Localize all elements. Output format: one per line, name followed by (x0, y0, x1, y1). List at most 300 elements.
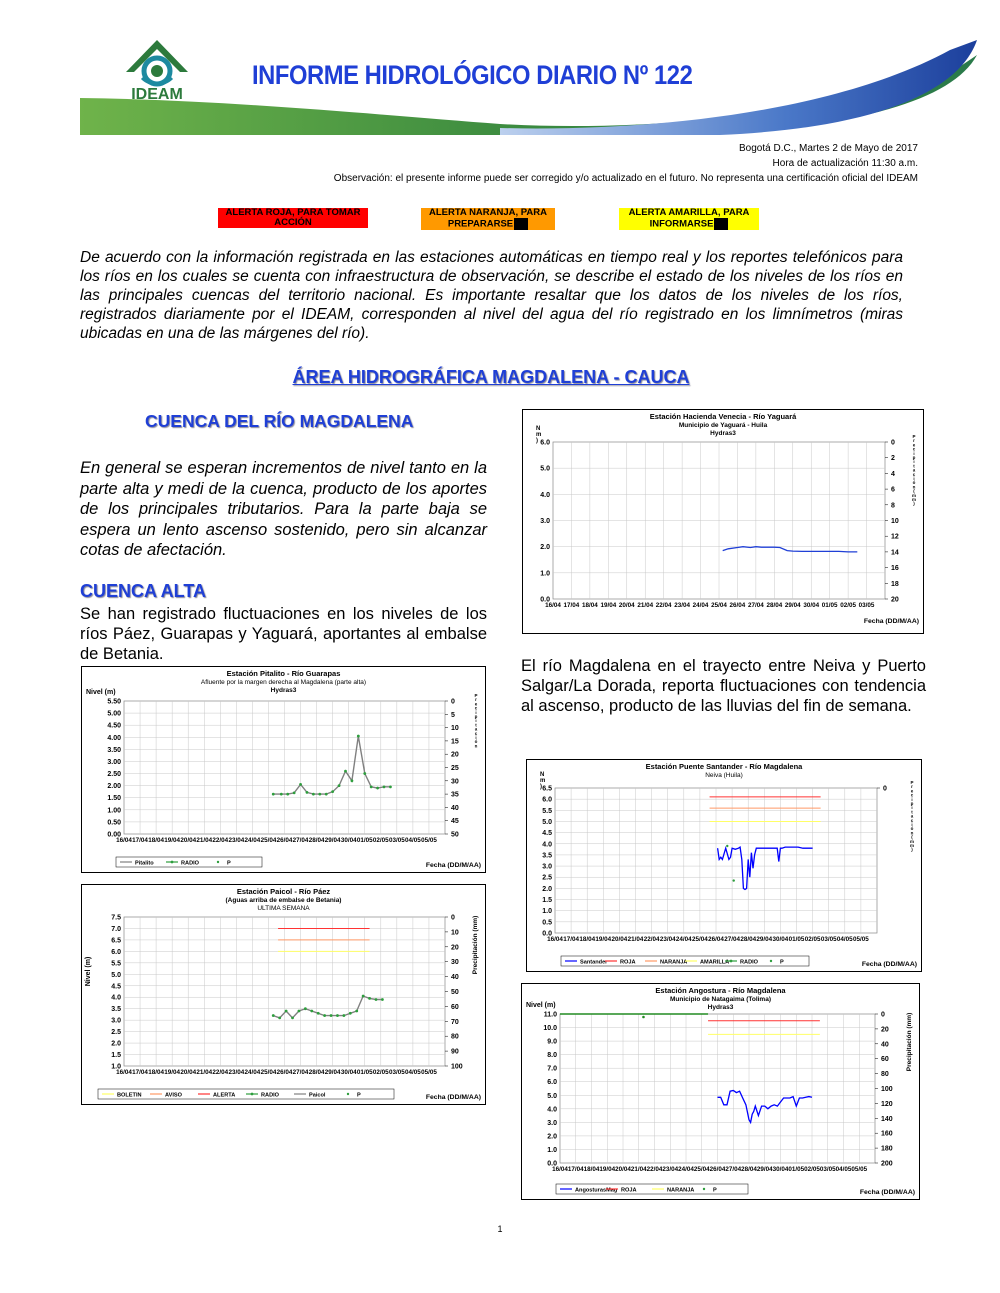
y-tick-label: 8.0 (547, 1052, 557, 1060)
y-tick-label: 1.5 (542, 897, 552, 905)
x-tick-label: 27/04 (292, 1069, 309, 1076)
y2-axis-label: r (913, 438, 915, 444)
y2-tick-label: 25 (451, 765, 459, 772)
y2-tick-label: 40 (451, 974, 459, 982)
y-tick-label: 2.0 (547, 1133, 557, 1141)
y2-tick-label: 100 (881, 1086, 893, 1093)
y2-axis-label: r (911, 784, 913, 790)
data-point (370, 785, 373, 788)
legend-label: RADIO (181, 860, 200, 867)
x-tick-label: 05/05 (421, 1069, 437, 1076)
y2-tick-label: 50 (451, 831, 459, 839)
x-tick-label: 16/04 (547, 936, 563, 943)
x-tick-label: 05/05 (421, 837, 437, 844)
chart-title: Estación Angostura - Río Magdalena (655, 986, 786, 995)
alert-yellow-line2: INFORMARSE (649, 218, 714, 230)
y2-tick-label: 15 (451, 738, 459, 746)
x-tick-label: 30/04 (340, 837, 357, 844)
y2-axis-label: ó (910, 826, 914, 832)
data-point (310, 1010, 313, 1013)
data-point (304, 1007, 307, 1010)
data-point (357, 735, 360, 738)
y2-axis-label: p (910, 801, 914, 806)
y-axis-label: ) (536, 438, 538, 444)
y-tick-label: 4.5 (111, 983, 121, 991)
chart-subtitle: Municipio de Natagaima (Tolima) (669, 996, 772, 1003)
y2-tick-label: 180 (881, 1145, 893, 1153)
y-tick-label: 1.50 (107, 795, 121, 803)
data-point (338, 784, 341, 787)
chart-angostura-svg (522, 984, 919, 1199)
chart-subtitle: Neiva (Huila) (705, 772, 743, 779)
x-tick-label: 18/04 (579, 936, 596, 943)
y2-axis-label: c (474, 730, 478, 736)
x-tick-label: 27/04 (725, 1166, 742, 1173)
y-axis-label: N (540, 772, 545, 778)
x-tick-label: 02/05 (372, 1069, 389, 1076)
y-tick-label: 6.5 (111, 937, 121, 945)
y-tick-label: 0.5 (542, 919, 552, 927)
x-tick-label: 24/04 (678, 1166, 694, 1173)
data-point (368, 997, 371, 1000)
data-point (351, 779, 354, 782)
x-tick-label: 22/04 (212, 1069, 229, 1076)
y-axis-label: m (536, 432, 542, 438)
y2-tick-label: 70 (451, 1018, 459, 1026)
y-tick-label: 1.0 (542, 908, 552, 916)
y2-tick-label: 0 (881, 1011, 885, 1019)
y2-tick-label: 160 (881, 1130, 893, 1138)
y2-tick-label: 14 (891, 549, 899, 557)
data-point (349, 1012, 352, 1015)
report-date: Bogotá D.C., Martes 2 de Mayo de 2017 (739, 143, 918, 154)
data-point (272, 1014, 275, 1017)
y-tick-label: 9.0 (547, 1038, 557, 1046)
y-tick-label: 2.0 (540, 544, 550, 552)
chart-paicol (81, 884, 486, 1105)
y-axis-label: Nivel (m) (526, 1002, 556, 1009)
y2-axis-label: n (910, 830, 914, 836)
y2-tick-label: 60 (451, 1003, 459, 1011)
chart-pitalito (81, 666, 486, 873)
chart-subtitle2: Hydras3 (270, 687, 297, 694)
y2-tick-label: 100 (451, 1063, 463, 1071)
intro-paragraph: De acuerdo con la información registrada en las estaciones automáticas en tiempo real y los reportes telefónicos para los ríos en los cuales se cuenta con infraestructura de observación, se describe el estado de los niveles de los ríos en las principales cuencas del territorio nacional. Es importante resaltar que los datos de los niveles de los ríos, registrados diariamente por el IDEAM, corresponden al nivel del agua del río registrado en los limnímetros (miras ubicadas en una de las márgenes del río). (80, 249, 903, 342)
y2-axis-label: m (909, 843, 915, 848)
y2-tick-label: 60 (881, 1056, 889, 1064)
x-tick-label: 30/04 (803, 602, 820, 609)
y-tick-label: 5.00 (107, 710, 121, 718)
y2-axis-label: Precipitación (mm) (472, 915, 479, 975)
alert-yellow-legend (619, 208, 759, 230)
x-tick-label: 17/04 (132, 1069, 148, 1076)
y2-tick-label: 50 (451, 989, 459, 996)
legend-label: Santander (580, 959, 608, 966)
y-tick-label: 7.0 (547, 1065, 557, 1073)
observation-note: Observación: el presente informe puede ser corregido y/o actualizado en el futuro. No representa una certificación oficial del IDEAM (333, 173, 918, 184)
x-tick-label: 20/04 (180, 837, 197, 844)
y2-tick-label: 30 (451, 959, 459, 967)
legend-label: RADIO (261, 1092, 280, 1099)
x-tick-label: 28/04 (308, 1069, 325, 1076)
x-tick-label: 04/05 (836, 936, 853, 943)
x-tick-label: 20/04 (615, 1166, 631, 1173)
chart-subtitle2: ULTIMA SEMANA (257, 905, 310, 912)
data-point (280, 793, 283, 796)
x-tick-label: 23/04 (228, 1069, 245, 1076)
data-point (325, 793, 328, 796)
x-tick-label: 23/04 (228, 837, 245, 844)
x-tick-label: 04/05 (405, 1069, 421, 1076)
y-tick-label: 3.0 (111, 1017, 121, 1025)
update-time: Hora de actualización 11:30 a.m. (772, 158, 918, 169)
y-tick-label: 3.5 (542, 852, 552, 860)
y-tick-label: 3.0 (540, 518, 550, 525)
x-tick-label: 25/04 (711, 602, 727, 609)
y2-tick-label: 2 (891, 455, 895, 463)
y-tick-label: 5.50 (107, 698, 121, 706)
y-tick-label: 3.0 (547, 1119, 557, 1127)
y-tick-label: 0.00 (107, 831, 121, 839)
y2-axis-label: P (910, 780, 914, 785)
cuenca-title: CUENCA DEL RÍO MAGDALENA (145, 411, 414, 431)
x-tick-label: 19/04 (599, 1166, 616, 1173)
alert-yellow-line1: ALERTA AMARILLA, PARA (628, 207, 750, 218)
x-tick-label: 18/04 (148, 1069, 164, 1076)
legend-label: AngosturasMag (575, 1187, 618, 1194)
y-tick-label: 4.0 (547, 1106, 557, 1114)
data-point (291, 1016, 294, 1019)
cuenca-alta-title: CUENCA ALTA (80, 581, 206, 601)
x-tick-label: 23/04 (674, 602, 690, 609)
legend-label: Paicol (309, 1092, 326, 1099)
y2-tick-label: 0 (891, 439, 895, 447)
x-tick-label: 26/04 (729, 602, 746, 609)
y2-axis-label: a (912, 467, 916, 473)
magdalena-paragraph: El río Magdalena en el trayecto entre Neiva y Puerto Salgar/La Dorada, reporta fluctuaciones con tendencia al ascenso, producto de las lluvias del fin de semana. (521, 657, 926, 715)
y2-tick-label: 0 (451, 698, 455, 706)
x-tick-label: 18/04 (148, 837, 164, 844)
x-tick-label: 17/04 (567, 1166, 584, 1173)
y-tick-label: 6.0 (540, 439, 550, 447)
legend-label: RADIO (740, 959, 759, 966)
y-tick-label: 11.0 (543, 1011, 557, 1019)
x-tick-label: 28/04 (766, 602, 783, 609)
y2-tick-label: 12 (891, 533, 899, 541)
page-number: 1 (497, 1224, 503, 1234)
legend-label: P (227, 860, 231, 867)
y-tick-label: 2.00 (107, 783, 121, 791)
data-point (342, 1014, 345, 1017)
x-tick-label: 21/04 (196, 1069, 213, 1076)
y-tick-label: 4.5 (542, 830, 552, 838)
y2-axis-label: i (911, 796, 913, 802)
x-tick-label: 23/04 (662, 1166, 679, 1173)
y-tick-label: 3.00 (107, 758, 121, 766)
y-tick-label: 2.5 (111, 1029, 121, 1037)
legend-marker (703, 1188, 705, 1190)
chart-venecia (522, 409, 924, 634)
x-tick-label: 25/04 (693, 1166, 710, 1173)
x-axis-label: Fecha (DD/M/AA) (861, 961, 917, 968)
x-tick-label: 27/04 (748, 602, 764, 609)
precip-point (733, 879, 735, 881)
data-point (298, 1010, 301, 1013)
y2-axis-label: a (910, 813, 914, 819)
y-tick-label: 0.0 (540, 596, 550, 604)
x-tick-label: 22/04 (643, 936, 660, 943)
data-point (362, 995, 365, 998)
y-tick-label: 5.0 (540, 465, 550, 473)
legend-label: ALERTA (213, 1092, 236, 1099)
x-tick-label: 01/05 (788, 1166, 805, 1173)
x-tick-label: 05/05 (851, 1166, 868, 1173)
y-tick-label: 4.00 (107, 734, 121, 742)
y2-axis-label: c (474, 705, 478, 711)
y2-axis-label: m (911, 497, 917, 502)
y-tick-label: 5.5 (542, 807, 552, 815)
y-tick-label: 4.0 (542, 841, 552, 849)
y2-axis-label: i (475, 718, 477, 724)
y-tick-label: 1.0 (111, 1063, 121, 1071)
chart-angostura (521, 983, 920, 1200)
legend-label: P (357, 1092, 361, 1099)
y-tick-label: 5.0 (542, 818, 552, 826)
x-tick-label: 22/04 (212, 837, 229, 844)
chart-subtitle: (Aguas arriba de embalse de Betania) (225, 897, 342, 904)
legend-label: AVISO (165, 1092, 182, 1099)
data-point (330, 1014, 333, 1017)
alert-red-line1: ALERTA ROJA, PARA TOMAR (225, 207, 361, 218)
x-tick-label: 16/04 (116, 1069, 132, 1076)
chart-santander (526, 759, 922, 972)
x-tick-label: 17/04 (132, 837, 148, 844)
y2-tick-label: 16 (891, 565, 899, 573)
x-tick-label: 20/04 (611, 936, 628, 943)
legend-marker (730, 960, 733, 963)
y-tick-label: 5.0 (547, 1092, 557, 1100)
data-point (312, 793, 315, 796)
y2-axis-label: e (912, 442, 916, 448)
alert-orange-line1: ALERTA NARANJA, PARA (428, 207, 548, 218)
y2-axis-label: c (912, 446, 916, 452)
x-tick-label: 01/05 (788, 936, 805, 943)
y2-tick-label: 20 (881, 1026, 889, 1034)
y2-axis-label: p (912, 455, 916, 460)
data-point (375, 998, 378, 1001)
y-tick-label: 2.0 (111, 1040, 121, 1048)
alert-orange-legend (421, 208, 555, 230)
y-tick-label: 1.0 (547, 1146, 557, 1154)
y-tick-label: 4.0 (540, 491, 550, 499)
y2-axis-label: a (474, 726, 478, 732)
y2-tick-label: 20 (891, 596, 899, 604)
x-tick-label: 21/04 (196, 837, 213, 844)
y-axis-label: Nivel (m) (86, 689, 116, 696)
data-point (363, 772, 366, 775)
chart-title: Estación Pitalito - Río Guarapas (226, 669, 341, 678)
legend-marker (171, 861, 174, 864)
y2-tick-label: 120 (881, 1100, 893, 1108)
black-square-icon (514, 218, 528, 230)
y2-axis-label: p (474, 714, 478, 719)
x-tick-label: 25/04 (260, 1069, 277, 1076)
y-tick-label: 3.50 (107, 746, 121, 754)
y2-tick-label: 10 (451, 929, 459, 937)
y2-tick-label: 40 (881, 1041, 889, 1049)
chart-subtitle: Afluente por la margen derecha al Magdalena (parte alta) (200, 679, 367, 686)
x-tick-label: 23/04 (659, 936, 676, 943)
y2-tick-label: 40 (451, 804, 459, 812)
area-title: ÁREA HIDROGRÁFICA MAGDALENA - CAUCA (292, 367, 690, 387)
x-tick-label: 19/04 (600, 602, 617, 609)
x-tick-label: 29/04 (324, 1069, 341, 1076)
y2-tick-label: 90 (451, 1048, 459, 1056)
x-tick-label: 05/05 (853, 936, 869, 943)
chart-subtitle2: Hydras3 (707, 1004, 734, 1011)
y-tick-label: 1.00 (107, 807, 121, 815)
legend-label: P (780, 959, 784, 966)
y2-axis-label: ( (913, 488, 915, 494)
chart-venecia-svg (523, 410, 923, 633)
x-tick-label: 26/04 (276, 837, 293, 844)
x-tick-label: 22/04 (655, 602, 672, 609)
y2-axis-label: P (474, 693, 478, 698)
x-tick-label: 27/04 (724, 936, 740, 943)
data-point (286, 793, 289, 796)
y2-tick-label: 80 (881, 1071, 889, 1079)
x-tick-label: 02/05 (372, 837, 389, 844)
x-tick-label: 24/04 (692, 602, 709, 609)
x-tick-label: 02/05 (804, 1166, 820, 1173)
y2-tick-label: 35 (451, 791, 459, 799)
x-tick-label: 03/05 (388, 837, 405, 844)
x-tick-label: 30/04 (340, 1069, 357, 1076)
y-axis-label: N (536, 426, 541, 432)
y2-tick-label: 20 (451, 751, 459, 759)
x-tick-label: 24/04 (244, 837, 261, 844)
legend-label: Pitalito (135, 860, 154, 867)
x-axis-label: Fecha (DD/M/AA) (863, 618, 919, 625)
y2-tick-label: 80 (451, 1033, 459, 1041)
legend-label: ROJA (621, 1187, 637, 1194)
x-tick-label: 26/04 (276, 1069, 293, 1076)
y2-axis-label: c (910, 792, 914, 798)
data-point (317, 1012, 320, 1015)
y-tick-label: 7.0 (111, 925, 121, 933)
x-tick-label: 28/04 (741, 1166, 757, 1173)
legend-label: P (713, 1187, 717, 1194)
x-tick-label: 29/04 (756, 936, 773, 943)
alert-red-legend (218, 208, 368, 228)
y-tick-label: 5.0 (111, 971, 121, 979)
y-tick-label: 3.5 (111, 1006, 121, 1014)
x-tick-label: 20/04 (180, 1069, 197, 1076)
y2-axis-label: ó (912, 480, 916, 486)
y2-axis-label: t (475, 722, 477, 728)
data-point (389, 785, 392, 788)
legend-marker (217, 861, 219, 863)
y-tick-label: 7.5 (111, 914, 121, 922)
x-tick-label: 29/04 (756, 1166, 773, 1173)
data-point (293, 791, 296, 794)
y2-axis-label: i (475, 709, 477, 715)
x-tick-label: 24/04 (244, 1069, 261, 1076)
y2-tick-label: 5 (451, 711, 455, 719)
y2-tick-label: 18 (891, 580, 899, 588)
x-tick-label: 21/04 (630, 1166, 647, 1173)
alert-red-line2: ACCIÓN (274, 217, 312, 228)
x-tick-label: 01/05 (356, 837, 373, 844)
y2-axis-label: i (913, 459, 915, 465)
y-tick-label: 5.5 (111, 960, 121, 968)
x-tick-label: 22/04 (646, 1166, 663, 1173)
x-axis-label: Fecha (DD/M/AA) (859, 1189, 915, 1196)
x-axis-label: Fecha (DD/M/AA) (425, 1094, 481, 1101)
chart-title: Estación Hacienda Venecia - Río Yaguará (649, 412, 797, 421)
y2-axis-label: Precipitación (mm) (906, 1012, 913, 1072)
y2-tick-label: 10 (891, 518, 899, 525)
y2-axis-label: ó (474, 739, 478, 745)
x-tick-label: 26/04 (709, 1166, 726, 1173)
precip-point (642, 1016, 645, 1019)
data-point (299, 783, 302, 786)
y2-axis-label: i (913, 450, 915, 456)
x-tick-label: 03/05 (820, 936, 837, 943)
y-tick-label: 4.50 (107, 722, 121, 730)
y-tick-label: 6.0 (542, 796, 552, 804)
y-tick-label: 4.0 (111, 994, 121, 1002)
y2-axis-label: t (913, 463, 915, 469)
y-axis-label: Nivel (m) (85, 956, 92, 987)
x-tick-label: 02/05 (840, 602, 856, 609)
data-point (285, 1010, 288, 1013)
y2-axis-label: i (911, 822, 913, 827)
x-tick-label: 25/04 (692, 936, 708, 943)
x-tick-label: 03/05 (819, 1166, 836, 1173)
x-tick-label: 21/04 (627, 936, 644, 943)
legend-label: BOLETIN (117, 1092, 142, 1099)
black-square-icon (714, 218, 728, 230)
chart-paicol-svg (82, 885, 485, 1104)
y2-tick-label: 45 (451, 818, 459, 826)
y-tick-label: 0.0 (542, 930, 552, 938)
x-tick-label: 27/04 (292, 837, 309, 844)
data-point (336, 1014, 339, 1017)
chart-pitalito-svg (82, 667, 485, 872)
y-tick-label: 0.50 (107, 819, 121, 827)
y-tick-label: 2.50 (107, 771, 121, 779)
chart-subtitle2: Hydras3 (710, 430, 736, 437)
data-point (376, 787, 379, 790)
x-tick-label: 19/04 (164, 1069, 181, 1076)
y2-tick-label: 8 (891, 502, 895, 510)
y2-tick-label: 10 (451, 725, 459, 733)
x-tick-label: 17/04 (563, 936, 579, 943)
y2-tick-label: 0 (451, 914, 455, 922)
y2-tick-label: 30 (451, 778, 459, 786)
y-tick-label: 6.5 (542, 785, 552, 793)
cuenca-paragraph: En general se esperan incrementos de nivel tanto en la parte alta y medi de la cuenca, producto de los aportes de los principales tributarios. Para la parte baja se espera un lento ascenso sostenido, pero sin alcanzar cotas de afectación. (80, 459, 487, 559)
y2-axis-label: i (911, 805, 913, 811)
data-point (318, 793, 321, 796)
legend-label: AMARILLA (700, 959, 730, 966)
y-tick-label: 1.5 (111, 1052, 121, 1060)
chart-santander-svg (527, 760, 921, 971)
y2-axis-label: P (912, 434, 916, 439)
data-point (383, 785, 386, 788)
y2-axis-label: ( (911, 834, 913, 840)
